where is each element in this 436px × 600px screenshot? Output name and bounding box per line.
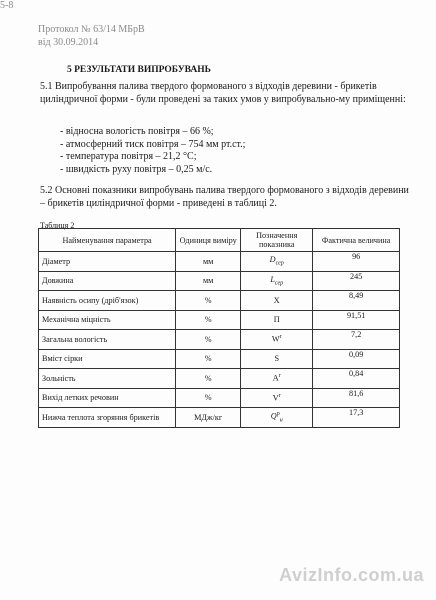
unit-cell: % — [176, 330, 241, 350]
section-title: 5 РЕЗУЛЬТАТИ ВИПРОБУВАНЬ — [67, 65, 211, 75]
parameter-name: Нижча теплота згоряння брикетів — [39, 408, 176, 428]
parameter-name: Зольність — [39, 369, 176, 389]
protocol-date: від 30.09.2014 — [38, 37, 99, 48]
table-row — [39, 388, 400, 408]
symbol-letter: Q — [270, 411, 277, 421]
unit-cell: % — [176, 369, 241, 389]
value-cell: 91,51 — [313, 310, 400, 330]
condition-item: - відносна вологість повітря – 66 %; — [60, 126, 214, 137]
value-cell: 17,3 — [313, 408, 400, 428]
symbol-superscript: р — [276, 411, 280, 418]
table-row — [39, 330, 400, 350]
parameter-name: Наявність осипу (дріб'язок) — [39, 291, 176, 311]
value-cell: 0,09 — [313, 349, 400, 369]
symbol-cell — [241, 388, 313, 408]
symbol-cell — [241, 291, 313, 311]
symbol-cell — [241, 330, 313, 350]
header-parameter: Найменування параметра — [39, 229, 176, 252]
table-row — [39, 369, 400, 389]
table-body — [39, 252, 400, 428]
condition-item: - швидкість руху повітря – 0,25 м/с. — [60, 163, 213, 175]
unit-cell: МДж/кг — [176, 408, 241, 428]
table-row — [39, 310, 400, 330]
symbol-cell — [241, 349, 313, 369]
unit-cell: % — [176, 310, 241, 330]
unit-cell: % — [176, 349, 241, 369]
header-symbol: Позначення показника — [241, 229, 313, 252]
unit-cell: мм — [176, 252, 241, 272]
site-watermark: AvizInfo.com.ua — [279, 565, 424, 585]
page-number: 5-8 — [0, 0, 14, 11]
table-row — [39, 271, 400, 291]
symbol-subscript: сер — [274, 280, 284, 287]
paragraph-5-2: 5.2 Основні показники випробувань палива твердого формованого з відходів деревини – брикетів циліндричної форми - приведені в таблиці 2. — [40, 185, 409, 209]
unit-cell: % — [176, 291, 241, 311]
symbol-superscript: r — [279, 334, 282, 341]
value-cell: 8,49 — [313, 291, 400, 311]
header-unit: Одиниця виміру — [176, 229, 241, 252]
unit-cell: % — [176, 388, 241, 408]
symbol-cell — [241, 369, 313, 389]
symbol-subscript: н — [279, 417, 283, 424]
symbol-superscript: r — [278, 392, 281, 399]
condition-item: - атмосферний тиск повітря – 754 мм рт.ст.; — [60, 138, 246, 150]
symbol-cell — [241, 408, 313, 428]
parameter-name: Вміст сірки — [39, 349, 176, 369]
value-cell: 7,2 — [313, 330, 400, 350]
test-conditions-list — [60, 126, 245, 176]
table-row — [39, 291, 400, 311]
value-cell: 0,84 — [313, 369, 400, 389]
header-value: Фактична величина — [313, 229, 400, 252]
parameter-name: Механічна міцність — [39, 310, 176, 330]
protocol-number: Протокол № 63/14 МБрВ — [38, 24, 145, 35]
parameter-name: Діаметр — [39, 252, 176, 272]
table-row — [39, 408, 400, 428]
symbol-letter: П — [273, 315, 280, 325]
symbol-letter: D — [269, 255, 276, 265]
paragraph-5-1: 5.1 Випробування палива твердого формованого з відходів деревини - брикетів циліндричної форми - були проведені за таких умов у випробувально-му приміщенні: — [40, 81, 406, 105]
symbol-letter: X — [273, 295, 280, 305]
symbol-superscript: r — [278, 373, 281, 380]
unit-cell: мм — [176, 271, 241, 291]
symbol-letter: V — [272, 393, 279, 403]
parameter-name: Загальна вологість — [39, 330, 176, 350]
parameter-name: Вихід летких речовин — [39, 388, 176, 408]
symbol-subscript: сер — [275, 261, 284, 268]
symbol-cell — [241, 310, 313, 330]
table-row — [39, 252, 400, 272]
symbol-letter: W — [271, 335, 280, 345]
symbol-letter: S — [274, 354, 280, 364]
value-cell: 81,6 — [313, 388, 400, 408]
symbol-letter: L — [270, 274, 275, 284]
results-table — [38, 228, 400, 428]
table-caption: Таблиця 2 — [40, 221, 75, 230]
condition-item: - температура повітря – 21,2 °С; — [60, 151, 197, 162]
symbol-cell — [241, 271, 313, 291]
value-cell: 96 — [313, 252, 400, 272]
table-header-row — [39, 229, 400, 252]
parameter-name: Довжина — [39, 271, 176, 291]
table-row — [39, 349, 400, 369]
symbol-cell — [241, 252, 313, 272]
value-cell: 245 — [313, 271, 400, 291]
symbol-letter: A — [272, 374, 279, 384]
